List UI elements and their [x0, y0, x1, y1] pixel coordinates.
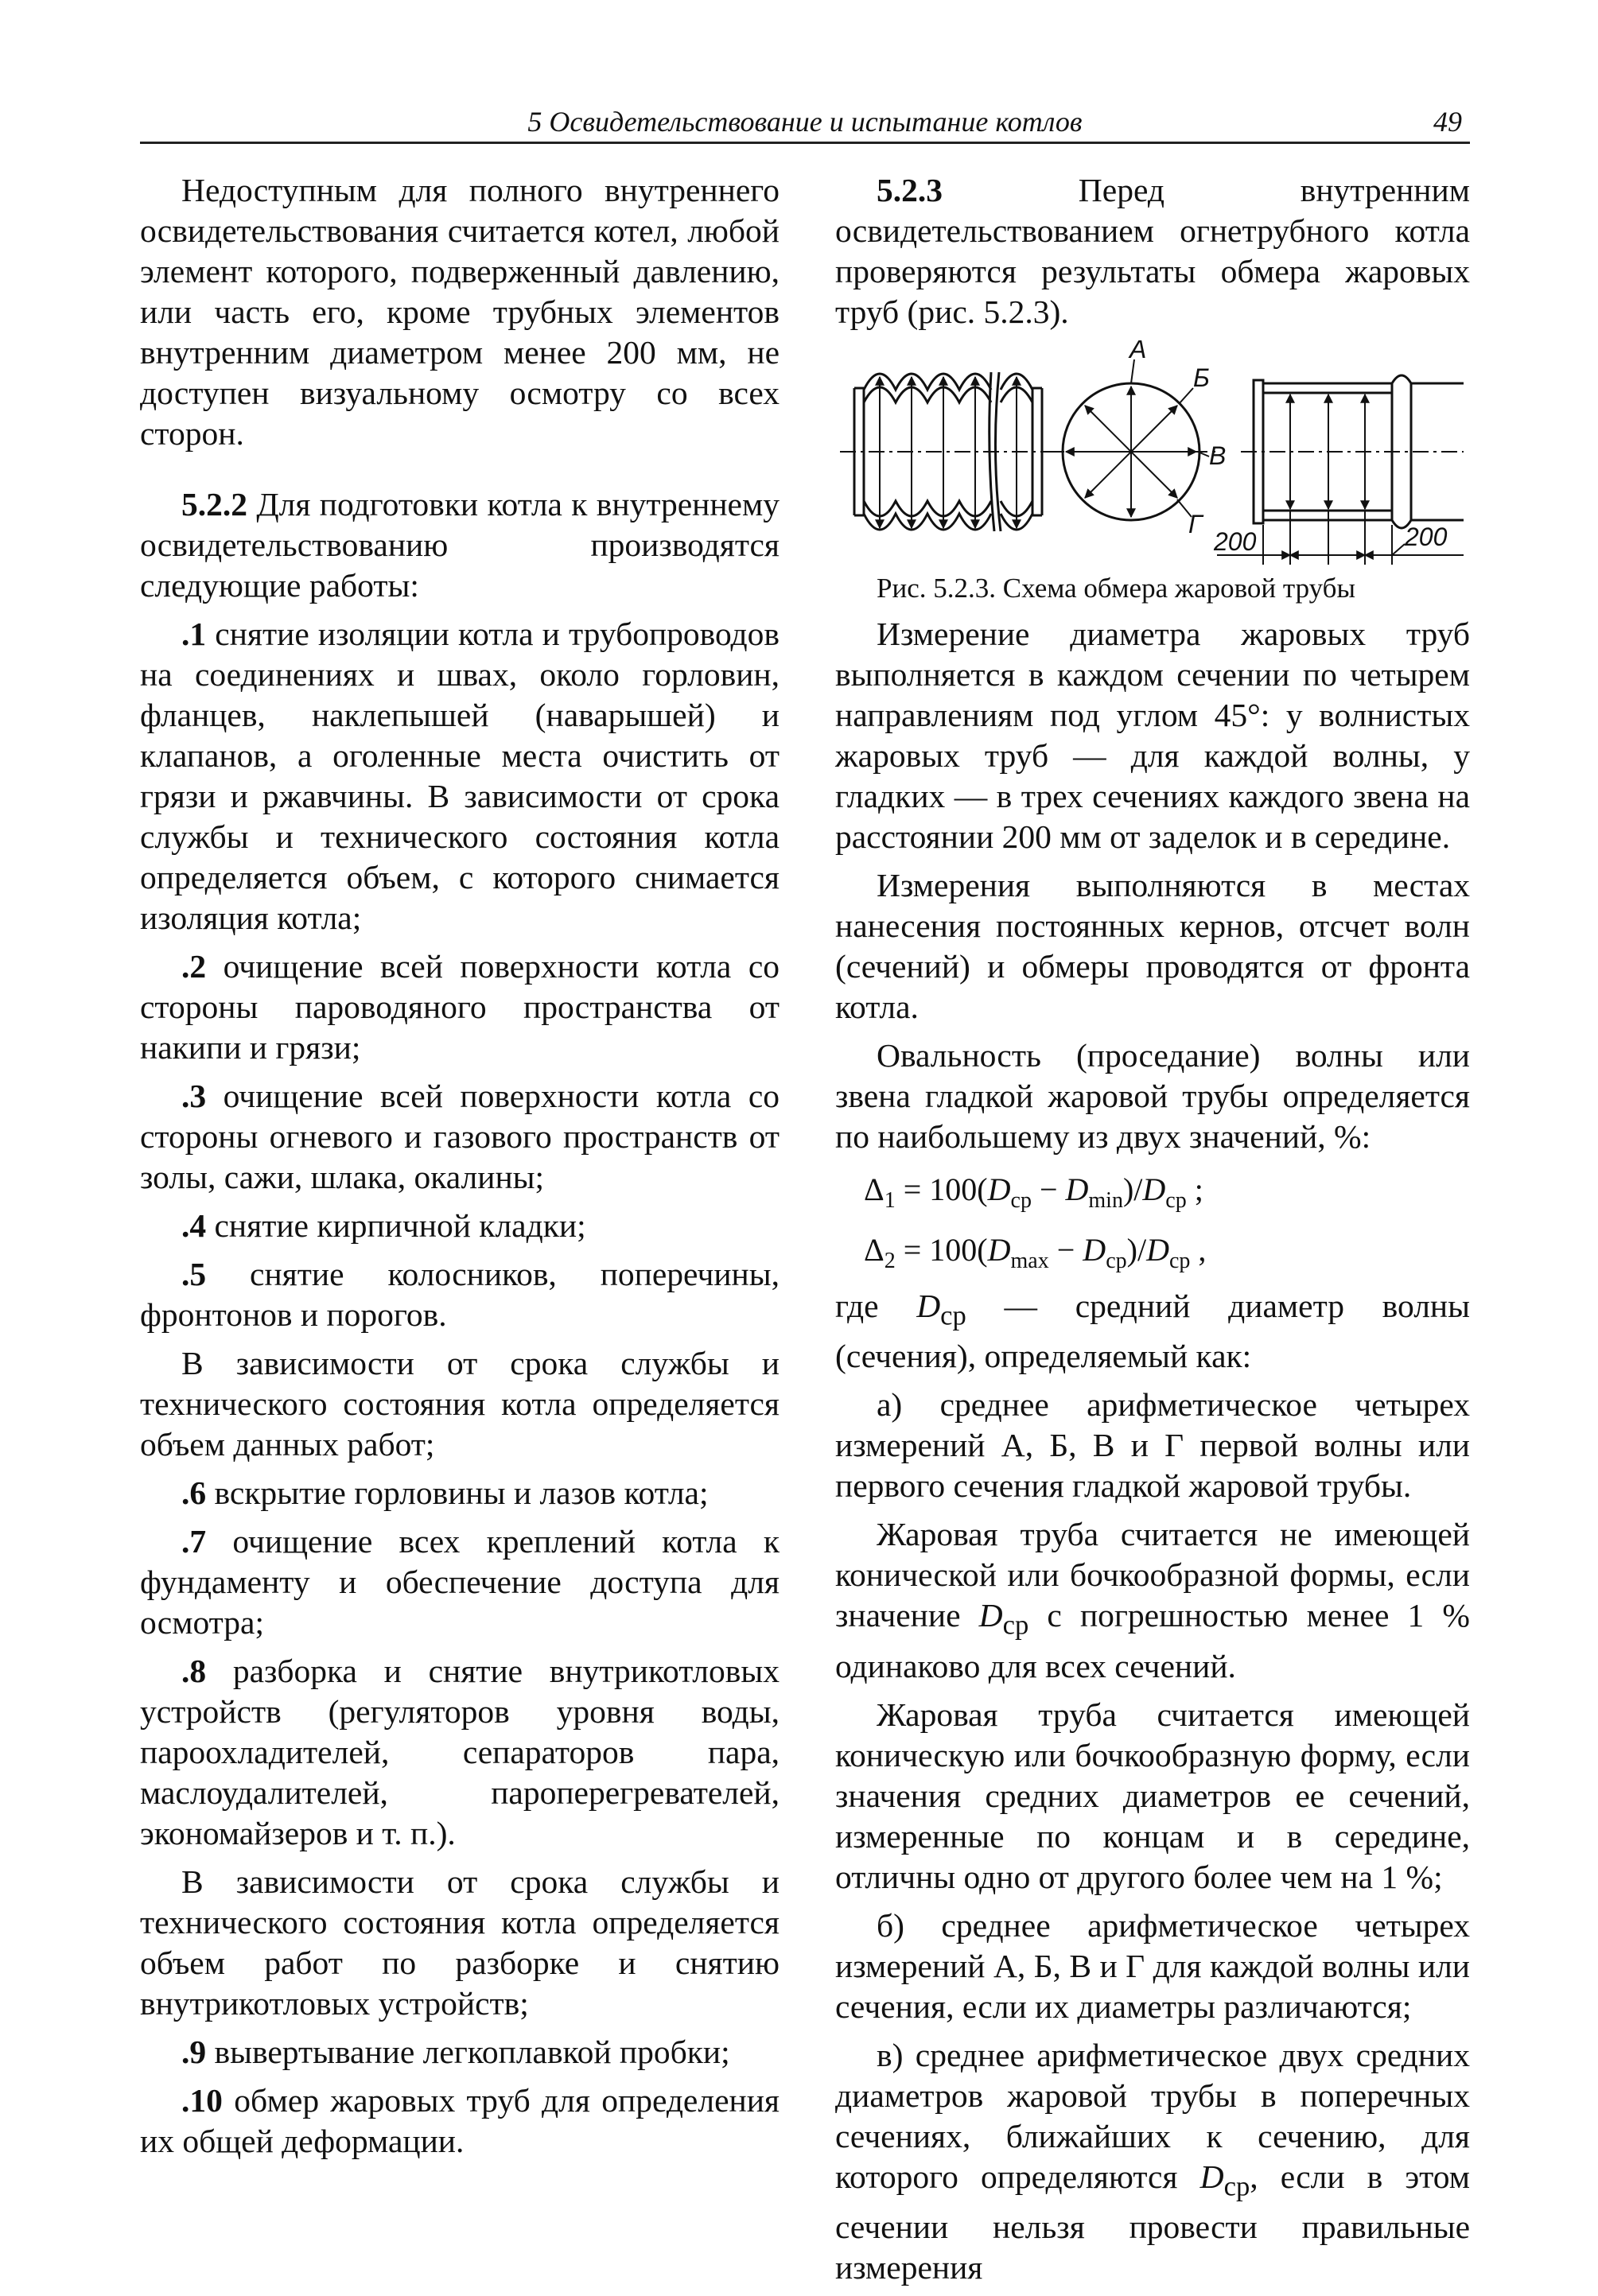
section-number: 5.2.3 [877, 172, 943, 208]
paragraph: Жаровая труба считается не имеющей конической или бочкообразной формы, если значение $D_{ср}$ с погрешностью менее 1 % одинаково для всех сечений. [835, 1516, 1470, 1684]
page-number: 49 [1433, 106, 1462, 138]
list-text: разборка и снятие внутрикотловых устройств (регуляторов уровня воды, пароохладителей, сепараторов пара, маслоудалителей, пароперегревателей, экономайзеров и т. п.). [140, 1653, 780, 1851]
figure-5-2-3 [835, 340, 1470, 571]
list-text: снятие кирпичной кладки; [206, 1207, 586, 1244]
list-item-7 [140, 1521, 780, 1643]
label-g: Г [1188, 510, 1203, 538]
paragraph: Измерение диаметра жаровых труб выполняется в каждом сечении по четырем направлениям под углом 45°: у волнистых жаровых труб — для каждой волны, у гладких — в трех сечениях каждого звена на расстоянии 200 мм от заделок и в середине. [835, 616, 1470, 855]
paragraph: В зависимости от срока службы и технического состояния котла определяется объем данных работ; [140, 1345, 780, 1463]
list-item-1 [140, 614, 780, 938]
right-column [835, 170, 1470, 2296]
list-item-10 [140, 2080, 780, 2162]
running-title: 5 Освидетельствование и испытание котлов [527, 106, 1083, 138]
formula-delta-1: $\Delta_1 = 100(D_{ср} - D_{min})/D_{ср}$ ; [864, 1171, 1203, 1213]
list-number: .9 [181, 2034, 207, 2070]
list-item-9 [140, 2032, 780, 2073]
list-text: снятие колосников, поперечины, фронтонов и порогов. [140, 1256, 780, 1333]
list-number: .1 [181, 616, 207, 652]
list-number: .2 [181, 948, 207, 985]
dimension-right: 200 [1405, 523, 1448, 551]
list-text: очищение всей поверхности котла со стороны пароводяного пространства от накипи и грязи; [140, 948, 780, 1066]
formula-delta-2: $\Delta_2 = 100(D_{max} - D_{ср})/D_{ср}$ , [864, 1232, 1207, 1273]
running-header [140, 102, 1470, 144]
list-number: .10 [181, 2082, 223, 2119]
list-item-5 [140, 1254, 780, 1335]
list-item-6 [140, 1473, 780, 1513]
list-item-3 [140, 1076, 780, 1198]
section-5-2-3 [835, 170, 1470, 332]
list-item-a: а) среднее арифметическое четырех измерений А, Б, В и Г первой волны или первого сечения гладкой жаровой трубы. [835, 1386, 1470, 1505]
list-item-v: в) среднее арифметическое двух средних диаметров жаровой трубы в поперечных сечениях, ближайших к сечению, для которого определяются $D_{ср}$, если в этом сечении нельзя провести правильные измерения [835, 2036, 1470, 2286]
list-number: .6 [181, 1474, 207, 1511]
list-number: .3 [181, 1078, 207, 1114]
list-text: обмер жаровых труб для определения их общей деформации. [140, 2082, 780, 2159]
list-text: очищение всей поверхности котла со стороны огневого и газового пространств от золы, сажи, шлака, окалины; [140, 1078, 780, 1195]
label-b: Б [1193, 363, 1210, 392]
paragraph: Жаровая труба считается имеющей коническую или бочкообразную форму, если значения средних диаметров ее сечений, измеренные по концам и в середине, отличны одно от другого более чем на 1 %; [835, 1696, 1470, 1895]
list-text: снятие изоляции котла и трубопроводов на соединениях и швах, около горловин, фланцев, наклепышей (наварышей) и клапанов, а оголенные места очистить от грязи и ржавчины. В зависимости от срока службы и технического состояния котла определяется объем, с которого снимается изоляция котла; [140, 616, 780, 936]
list-item-2 [140, 946, 780, 1068]
list-number: .8 [181, 1653, 207, 1689]
cross-section-circle [1048, 359, 1215, 520]
label-v: В [1209, 441, 1227, 470]
paragraph: Овальность (проседание) волны или звена гладкой жаровой трубы определяется по наибольшему из двух значений, %: [835, 1037, 1470, 1155]
list-item-b: б) среднее арифметическое четырех измерений А, Б, В и Г для каждой волны или сечения, если их диаметры различаются; [835, 1906, 1470, 2025]
label-a: А [1129, 340, 1147, 363]
list-item-8 [140, 1651, 780, 1854]
paragraph: В зависимости от срока службы и технического состояния котла определяется объем работ по разборке и снятию внутрикотловых устройств; [140, 1863, 780, 2022]
section-5-2-2 [140, 484, 780, 606]
left-column [140, 170, 780, 2170]
figure-caption: Рис. 5.2.3. Схема обмера жаровой трубы [877, 573, 1355, 604]
list-text: вскрытие горловины и лазов котла; [206, 1474, 709, 1511]
list-number: .7 [181, 1523, 207, 1560]
paragraph: Недоступным для полного внутреннего освидетельствования считается котел, любой элемент которого, подверженный давлению, или часть его, кроме трубных элементов внутренним диаметром менее 200 мм, не доступен визуальному осмотру со всех сторон. [140, 172, 780, 452]
list-text: вывертывание легкоплавкой пробки; [206, 2034, 730, 2070]
list-item-4 [140, 1206, 780, 1246]
list-number: .4 [181, 1207, 207, 1244]
section-text: Для подготовки котла к внутреннему освидетельствованию производятся следующие работы: [140, 486, 780, 604]
list-text: очищение всех креплений котла к фундаменту и обеспечение доступа для осмотра; [140, 1523, 780, 1641]
flue-tube-measurement-diagram [835, 340, 1470, 571]
section-number: 5.2.2 [181, 486, 247, 523]
list-number: .5 [181, 1256, 207, 1292]
paragraph: Измерения выполняются в местах нанесения постоянных кернов, отсчет волн (сечений) и обмеры проводятся от фронта котла. [835, 867, 1470, 1025]
dimension-left: 200 [1214, 527, 1257, 556]
definition-paragraph: где $D_{ср}$ — средний диаметр волны (сечения), определяемый как: [835, 1288, 1470, 1375]
section-text: Перед внутренним освидетельствованием огнетрубного котла проверяются результаты обмера жаровых труб (рис. 5.2.3). [835, 172, 1470, 330]
